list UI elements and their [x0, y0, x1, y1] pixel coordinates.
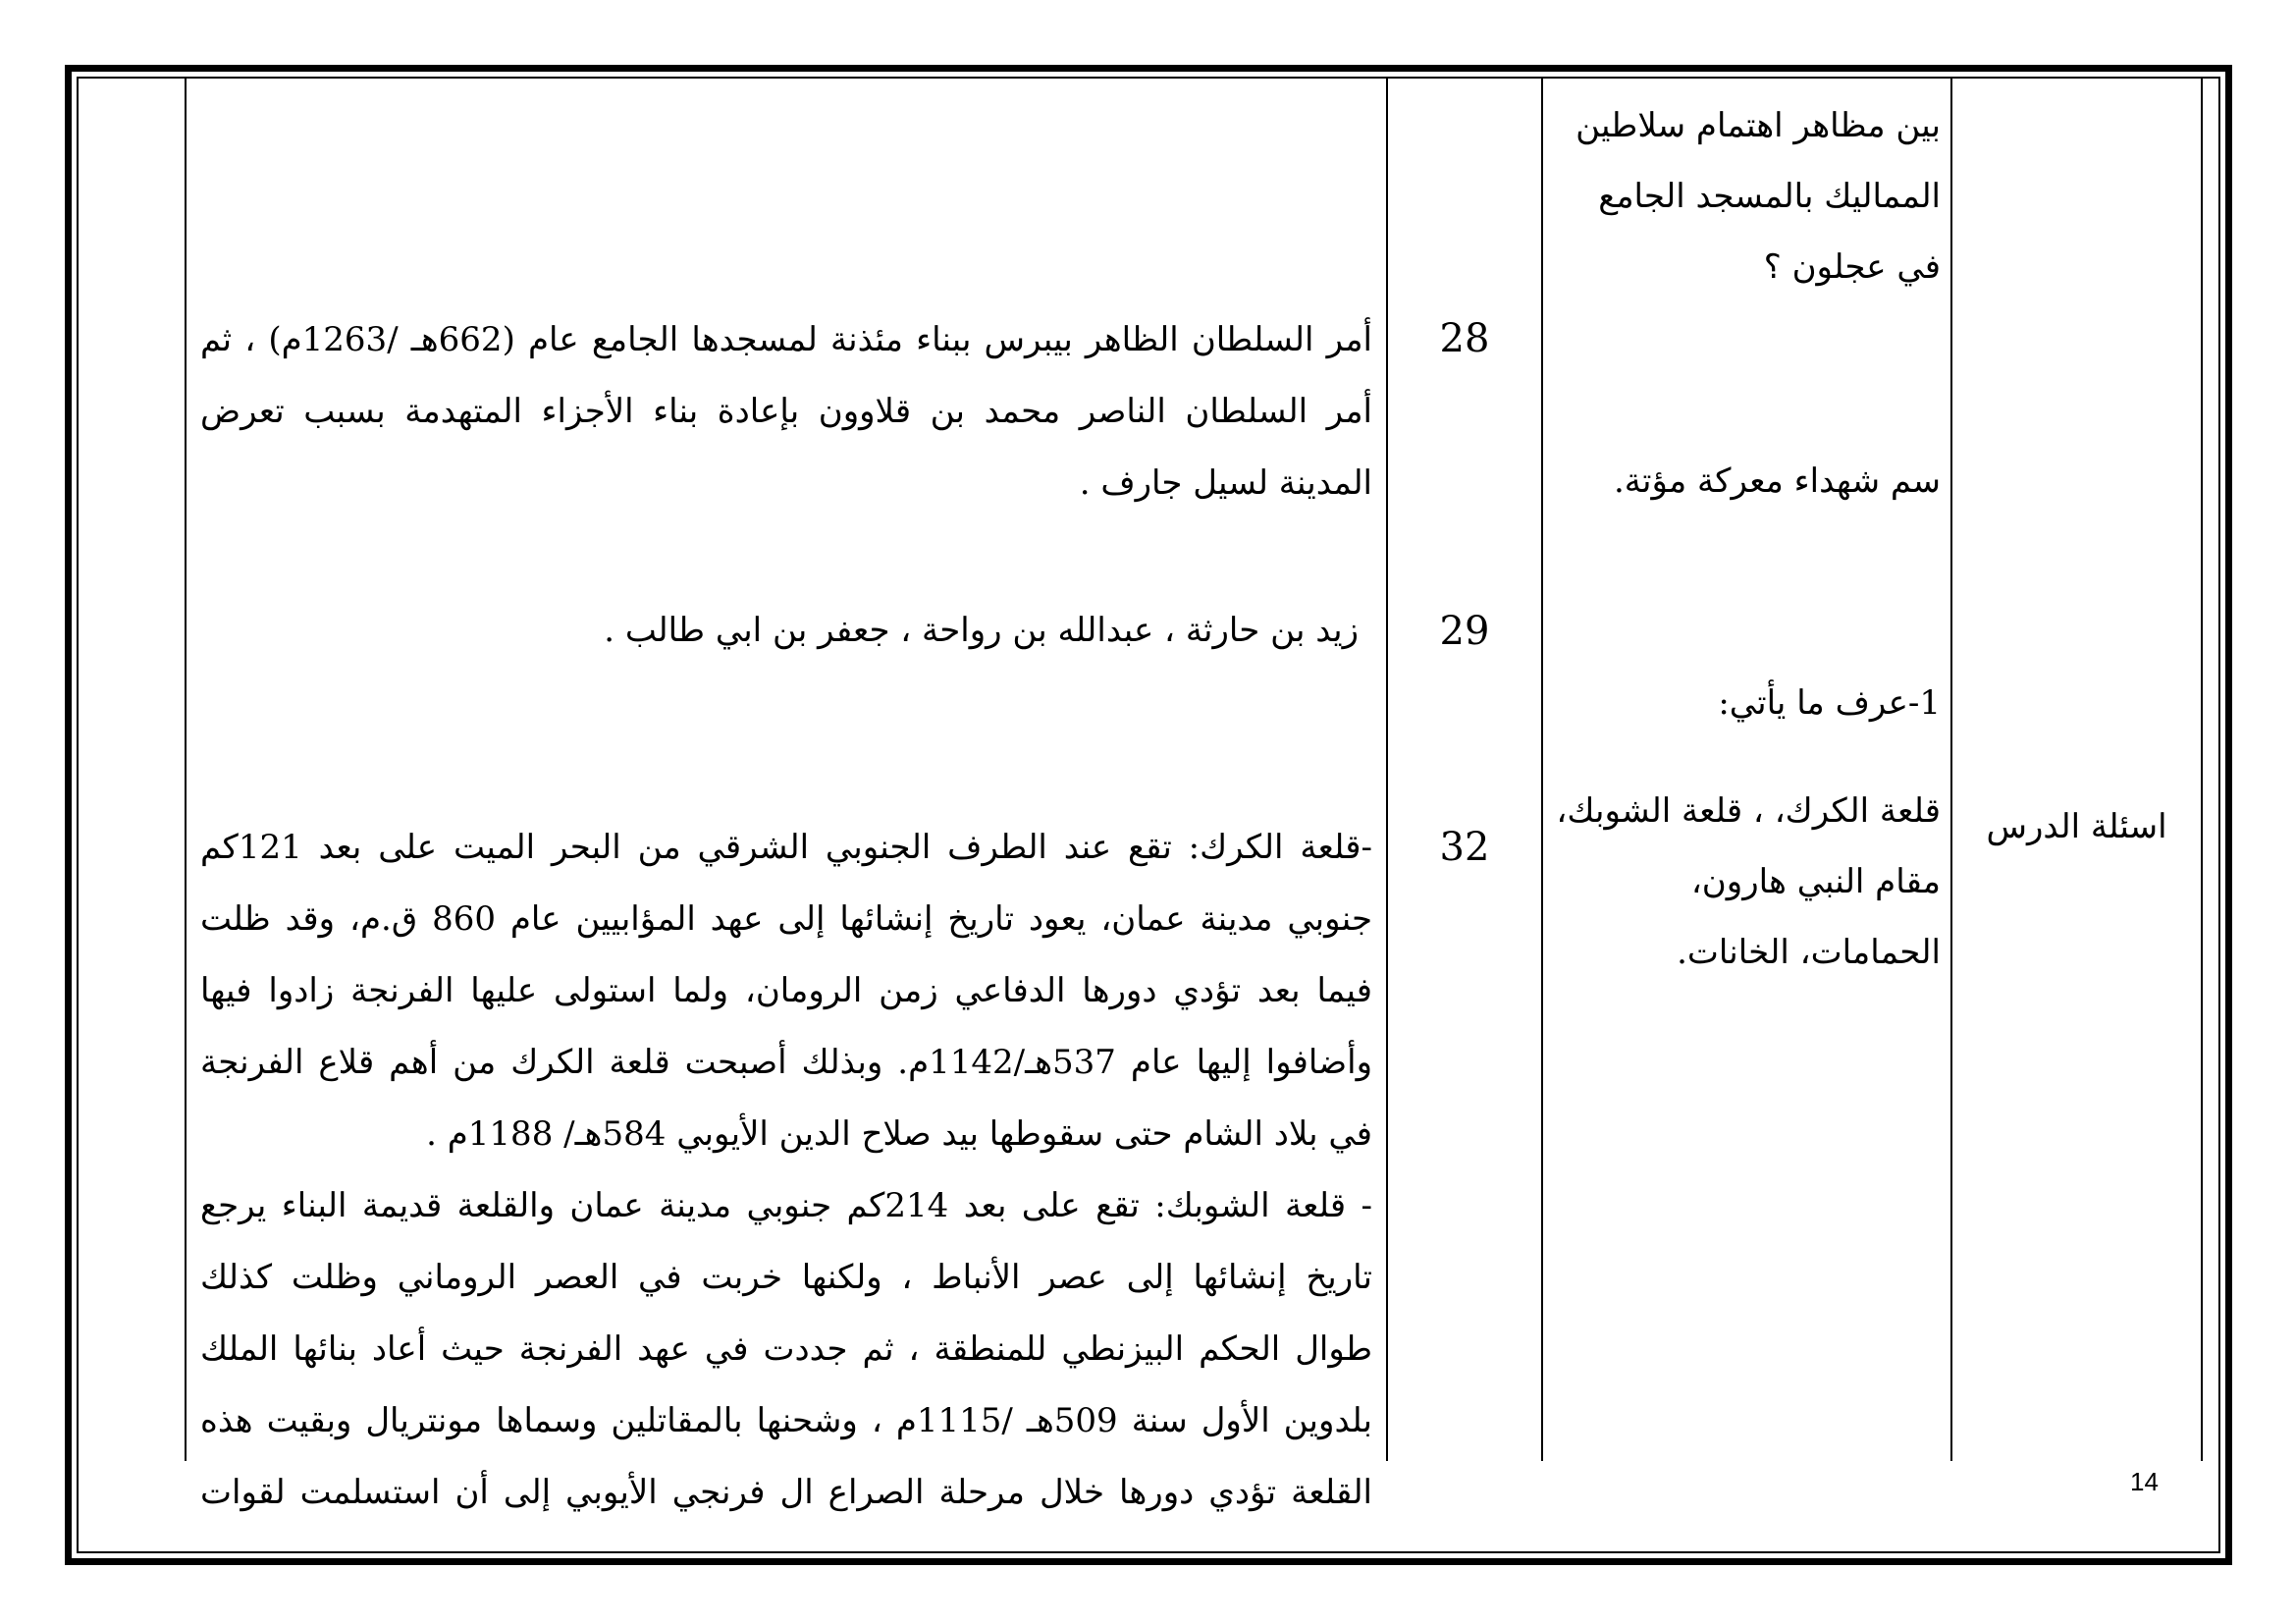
question-1-line-3: في عجلون ؟ [1763, 247, 1941, 287]
question-3-line-2: مقام النبي هارون، [1690, 862, 1941, 901]
question-3-line-3: الحمامات، الخانات. [1677, 933, 1941, 972]
answer-28 [200, 304, 1372, 519]
page-ref-32: 32 [1439, 825, 1490, 870]
answer-32-karak-line-1: -قلعة الكرك: تقع عند الطرف الجنوبي الشرقي من البحر الميت على بعد 121كم [200, 828, 1372, 867]
answer-29 [200, 595, 1372, 667]
page-number: 14 [2130, 1467, 2159, 1496]
answer-32-shobak-line-4: بلدوين الأول سنة 509هـ /1115م ، وشحنها بالمقاتلين وسماها مونتريال وبقيت هذه [200, 1401, 1373, 1440]
questions-column [1541, 79, 1950, 1461]
question-1-line-2: المماليك بالمسجد الجامع [1598, 177, 1941, 216]
question-3-heading-text: 1-عرف ما يأتي: [1718, 683, 1941, 723]
question-3-heading [1553, 668, 1941, 738]
answer-32-karak [200, 812, 1372, 1170]
lesson-questions-label: اسئلة الدرس [1986, 807, 2167, 846]
label-column [1950, 79, 2203, 1461]
answers-column [185, 79, 1386, 1512]
answer-32-shobak-line-3: طوال الحكم البيزنطي للمنطقة ، ثم جددت في عهد الفرنجة حيث أعاد بنائها الملك [200, 1329, 1372, 1369]
answer-28-line-1: أمر السلطان الظاهر بيبرس ببناء مئذنة لمسجدها الجامع عام (662هـ /1263م) ، ثم [200, 320, 1372, 359]
question-1-line-1: بين مظاهر اهتمام سلاطين [1575, 106, 1941, 145]
question-1 [1553, 90, 1941, 302]
answer-29-line-1: زيد بن حارثة ، عبدالله بن رواحة ، جعفر بن ابي طالب . [604, 611, 1359, 650]
answer-32-shobak-line-5: القلعة تؤدي دورها خلال مرحلة الصراع ال فرنجي الأيوبي إلى أن استسلمت لقوات [200, 1473, 1372, 1512]
question-3-items [1553, 776, 1941, 988]
page-ref-column [1386, 79, 1541, 1461]
answer-32-karak-line-3: فيما بعد تؤدي دورها الدفاعي زمن الرومان، ولما استولى عليها الفرنجة زادوا فيها [200, 971, 1372, 1010]
page-ref-28: 28 [1439, 316, 1490, 361]
answer-28-line-2: أمر السلطان الناصر محمد بن قلاوون بإعادة بناء الأجزاء المتهدمة بسبب تعرض [200, 392, 1372, 431]
question-2 [1553, 446, 1941, 516]
answer-32-shobak-line-2: تاريخ إنشائها إلى عصر الأنباط ، ولكنها خربت في العصر الروماني وظلت كذلك [200, 1258, 1372, 1297]
answer-32-shobak-line-1: - قلعة الشوبك: تقع على بعد 214كم جنوبي مدينة عمان والقلعة قديمة البناء يرجع [200, 1186, 1372, 1225]
answer-32-karak-line-4: وأضافوا إليها عام 537هـ/1142م. وبذلك أصبحت قلعة الكرك من أهم قلاع الفرنجة [200, 1043, 1372, 1082]
lesson-table [185, 79, 2203, 1512]
answer-32-karak-line-2: جنوبي مدينة عمان، يعود تاريخ إنشائها إلى عهد المؤابيين عام 860 ق.م، وقد ظلت [200, 899, 1372, 939]
answer-32-karak-line-5: في بلاد الشام حتى سقوطها بيد صلاح الدين الأيوبي 584هـ/ 1188م . [426, 1114, 1372, 1154]
page-ref-29: 29 [1439, 609, 1490, 654]
answer-28-line-3: المدينة لسيل جارف . [1079, 463, 1372, 503]
question-3-line-1: قلعة الكرك، ، قلعة الشوبك، [1556, 791, 1941, 831]
answer-32-shobak [200, 1170, 1372, 1529]
question-2-line-1: سم شهداء معركة مؤتة. [1613, 461, 1941, 501]
